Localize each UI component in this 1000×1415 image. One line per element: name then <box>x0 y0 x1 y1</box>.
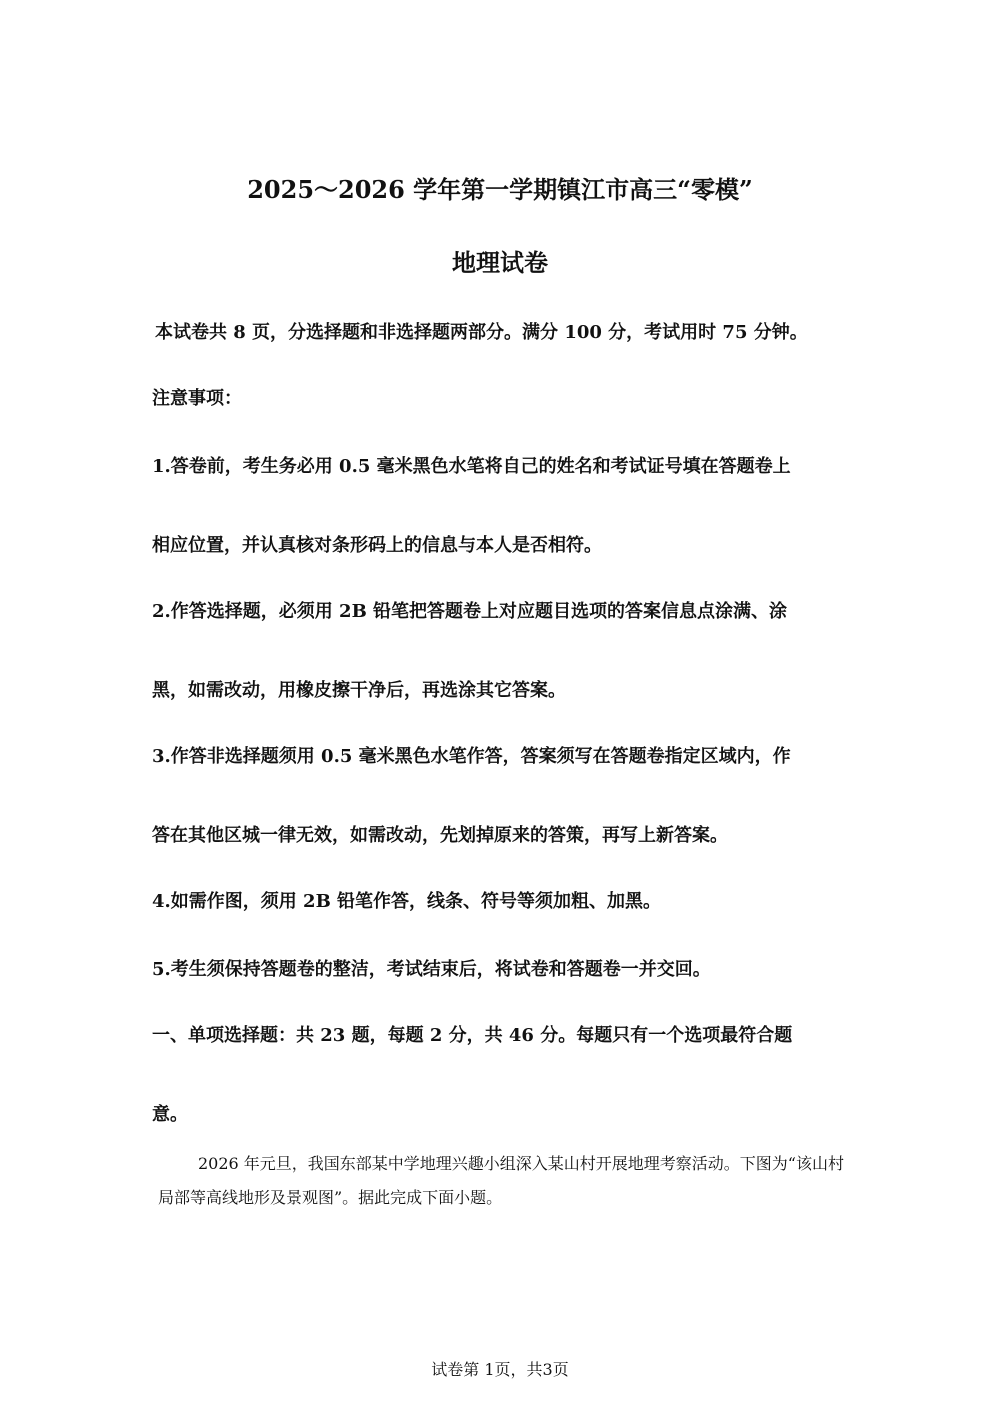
note-3-line-1: 3.作答非选择题须用 0.5 毫米黑色水笔作答，答案须写在答题卷指定区域内，作 <box>152 746 791 767</box>
page-footer: 试卷第 1页，共3页 <box>431 1360 569 1379</box>
exam-title: 2025～2026 学年第一学期镇江市高三“零模” <box>247 175 753 204</box>
note-1-line-1: 1.答卷前，考生务必用 0.5 毫米黑色水笔将自己的姓名和考试证号填在答题卷上 <box>152 456 791 477</box>
note-4: 4.如需作图，须用 2B 铅笔作答，线条、符号等须加粗、加黑。 <box>152 891 662 912</box>
section-1-heading-line-1: 一、单项选择题：共 23 题，每题 2 分，共 46 分。每题只有一个选项最符合题 <box>152 1025 793 1046</box>
note-1-line-2: 相应位置，并认真核对条形码上的信息与本人是否相符。 <box>152 535 602 556</box>
section-1-heading-line-2: 意。 <box>152 1104 188 1125</box>
exam-intro: 本试卷共 8 页，分选择题和非选择题两部分。满分 100 分，考试用时 75 分钟。 <box>155 322 808 343</box>
note-3-line-2: 答在其他区城一律无效，如需改动，先划掉原来的答策，再写上新答案。 <box>152 825 728 846</box>
note-2-line-1: 2.作答选择题，必须用 2B 铅笔把答题卷上对应题目选项的答案信息点涂满、涂 <box>152 601 788 622</box>
question-passage: 2026 年元旦，我国东部某中学地理兴趣小组深入某山村开展地理考察活动。下图为“该山村局部等高线地形及景观图”。据此完成下面小题。 <box>158 1154 844 1207</box>
notes-heading: 注意事项： <box>152 388 242 409</box>
exam-subtitle: 地理试卷 <box>452 248 548 277</box>
note-2-line-2: 黑，如需改动，用橡皮擦干净后，再选涂其它答案。 <box>152 680 566 701</box>
note-5: 5.考生须保持答题卷的整洁，考试结束后，将试卷和答题卷一并交回。 <box>152 959 711 980</box>
